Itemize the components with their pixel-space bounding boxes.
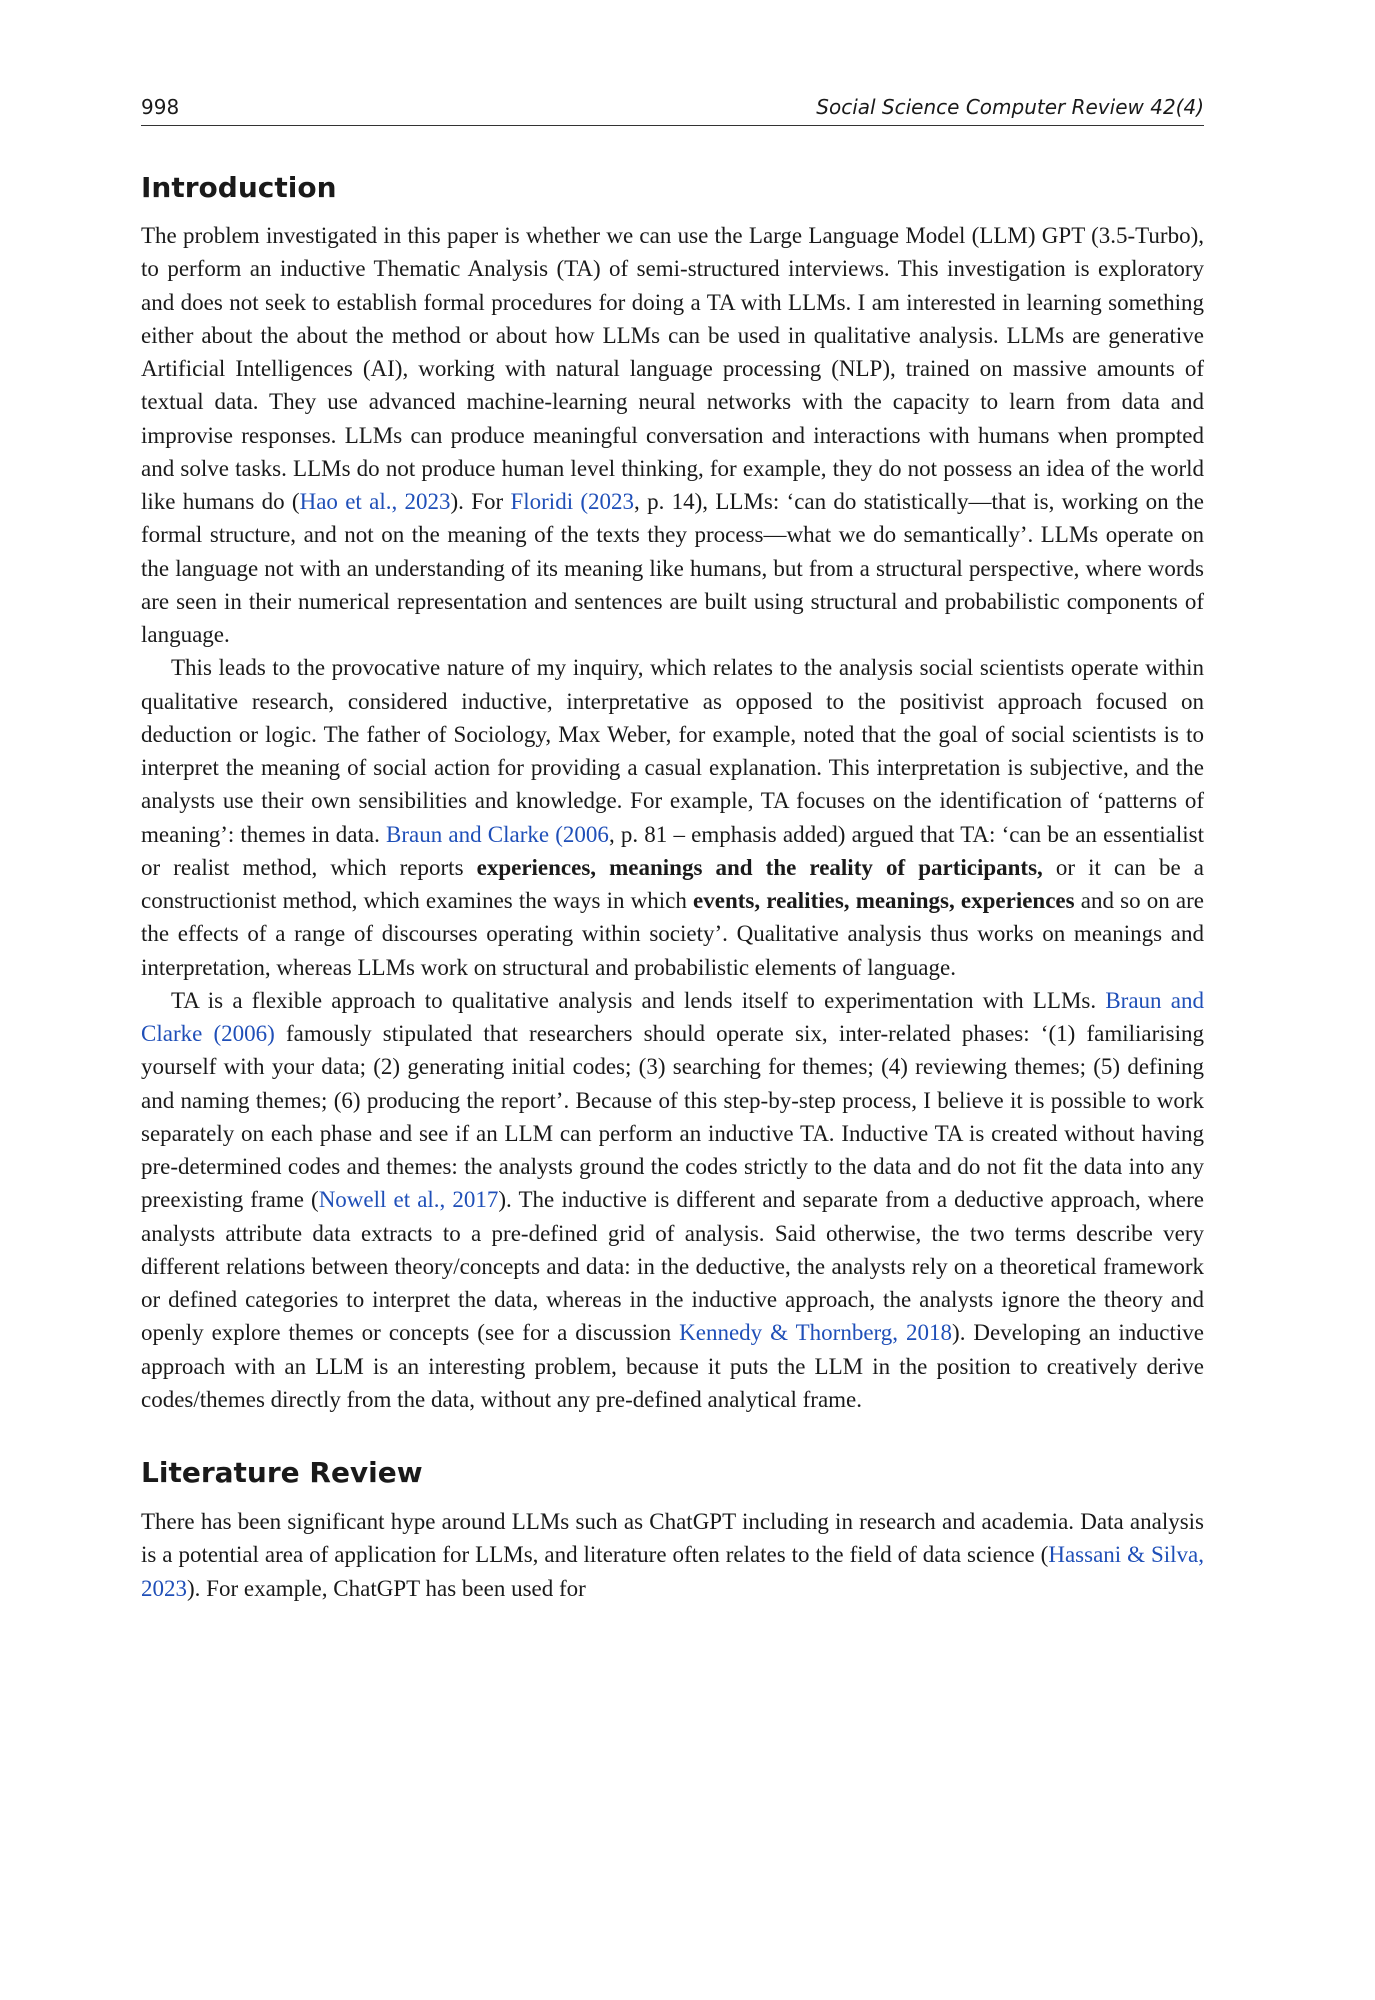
citation-link[interactable]: Hao et al., 2023 [299,489,451,514]
body-text: famously stipulated that researchers should operate six, inter-related phases: ‘(1) familiarising yourself with your data; (2) generating initial codes; (3) searching for themes; (4) reviewing themes; (5) defining and naming themes; (6) producing the report’. Because of this step-by-step process, I believe it is possible to work separately on each phase and see if an LLM can perform an inductive TA. Inductive TA is created without having pre-determined codes and themes: the analysts ground the codes strictly to the data and do not fit the data into any preexisting frame ( [141,1021,1204,1213]
section-heading-literature-review: Literature Review [141,1456,423,1489]
page [141,95,1204,1605]
citation-link[interactable]: Braun and Clarke (2006) [141,987,1204,1046]
body-text: There has been significant hype around LLMs such as ChatGPT including in research and academia. Data analysis is a potential area of application for LLMs, and literature often relates to the field of data science ( [141,1509,1204,1568]
section-heading-introduction: Introduction [141,171,337,204]
body-text: or it can be a constructionist method, which examines the ways in which [141,854,1204,913]
citation-link[interactable]: Nowell et al., 2017 [318,1187,499,1213]
body-text: ). For example, ChatGPT has been used for [187,1575,586,1601]
body-text: ). For [450,489,511,514]
body-text: and so on are the effects of a range of discourses operating within society’. Qualitative analysis thus works on meanings and interpretation, whereas LLMs work on structural and probabilistic elements of language. [141,888,1204,980]
journal-title: Social Science Computer Review 42(4) [816,95,1204,119]
running-head [141,95,1204,126]
body-text: ). The inductive is different and separate from a deductive approach, where analysts attribute data extracts to a pre-defined grid of analysis. Said otherwise, the two terms describe very different relations between theory/concepts and data: in the deductive, the analysts rely on a theoretical framework or defined categories to interpret the data, whereas in the inductive approach, the analysts ignore the theory and openly explore themes or concepts (see for a discussion [141,1187,1205,1346]
emphasis-text: events, realities, meanings, experiences [693,888,1075,913]
page-number: 998 [141,95,180,119]
intro-paragraph-1 [141,219,1204,651]
emphasis-text: experiences, meanings and the reality of participants, [476,854,1043,880]
body-text: The problem investigated in this paper is whether we can use the Large Language Model (LLM) GPT (3.5-Turbo), to perform an inductive Thematic Analysis (TA) of semi-structured interviews. This investigation is exploratory and does not seek to establish formal procedures for doing a TA with LLMs. I am interested in learning something either about the about the method or about how LLMs can be used in qualitative analysis. LLMs are generative Artificial Intelligences (AI), working with natural language processing (NLP), trained on massive amounts of textual data. They use advanced machine-learning neural networks with the capacity to learn from data and improvise responses. LLMs can produce meaningful conversation and interactions with humans when prompted and solve tasks. LLMs do not produce human level thinking, for example, they do not possess an idea of the world like humans do ( [141,223,1204,514]
citation-link[interactable]: Kennedy & Thornberg, 2018 [679,1320,953,1346]
lit-paragraph-1 [141,1505,1204,1605]
citation-link[interactable]: Hassani & Silva, 2023 [141,1542,1204,1601]
intro-paragraph-3 [141,984,1204,1416]
body-text: This leads to the provocative nature of my inquiry, which relates to the analysis social scientists operate within qualitative research, considered inductive, interpretative as opposed to the positivist approach focused on deduction or logic. The father of Sociology, Max Weber, for example, noted that the goal of social scientists is to interpret the meaning of social action for providing a casual explanation. This interpretation is subjective, and the analysts use their own sensibilities and knowledge. For example, TA focuses on the identification of ‘patterns of meaning’: themes in data. [141,655,1204,847]
citation-link[interactable]: Braun and Clarke (2006 [386,821,609,847]
body-text: ). Developing an inductive approach with an LLM is an interesting problem, because it puts the LLM in the position to creatively derive codes/themes directly from the data, without any pre-defined analytical frame. [141,1320,1205,1412]
body-text: , p. 81 – emphasis added) argued that TA: ‘can be an essentialist or realist method, which reports [141,821,1205,880]
intro-paragraph-2 [141,651,1204,984]
body-text: , p. 14), LLMs: ‘can do statistically—that is, working on the formal structure, and not on the meaning of the texts they process—what we do semantically’. LLMs operate on the language not with an understanding of its meaning like humans, but from a structural perspective, where words are seen in their numerical representation and sentences are built using structural and probabilistic components of language. [141,489,1204,647]
citation-link[interactable]: Floridi (2023 [510,489,635,514]
body-text: TA is a flexible approach to qualitative analysis and lends itself to experimentation with LLMs. [171,987,1106,1013]
